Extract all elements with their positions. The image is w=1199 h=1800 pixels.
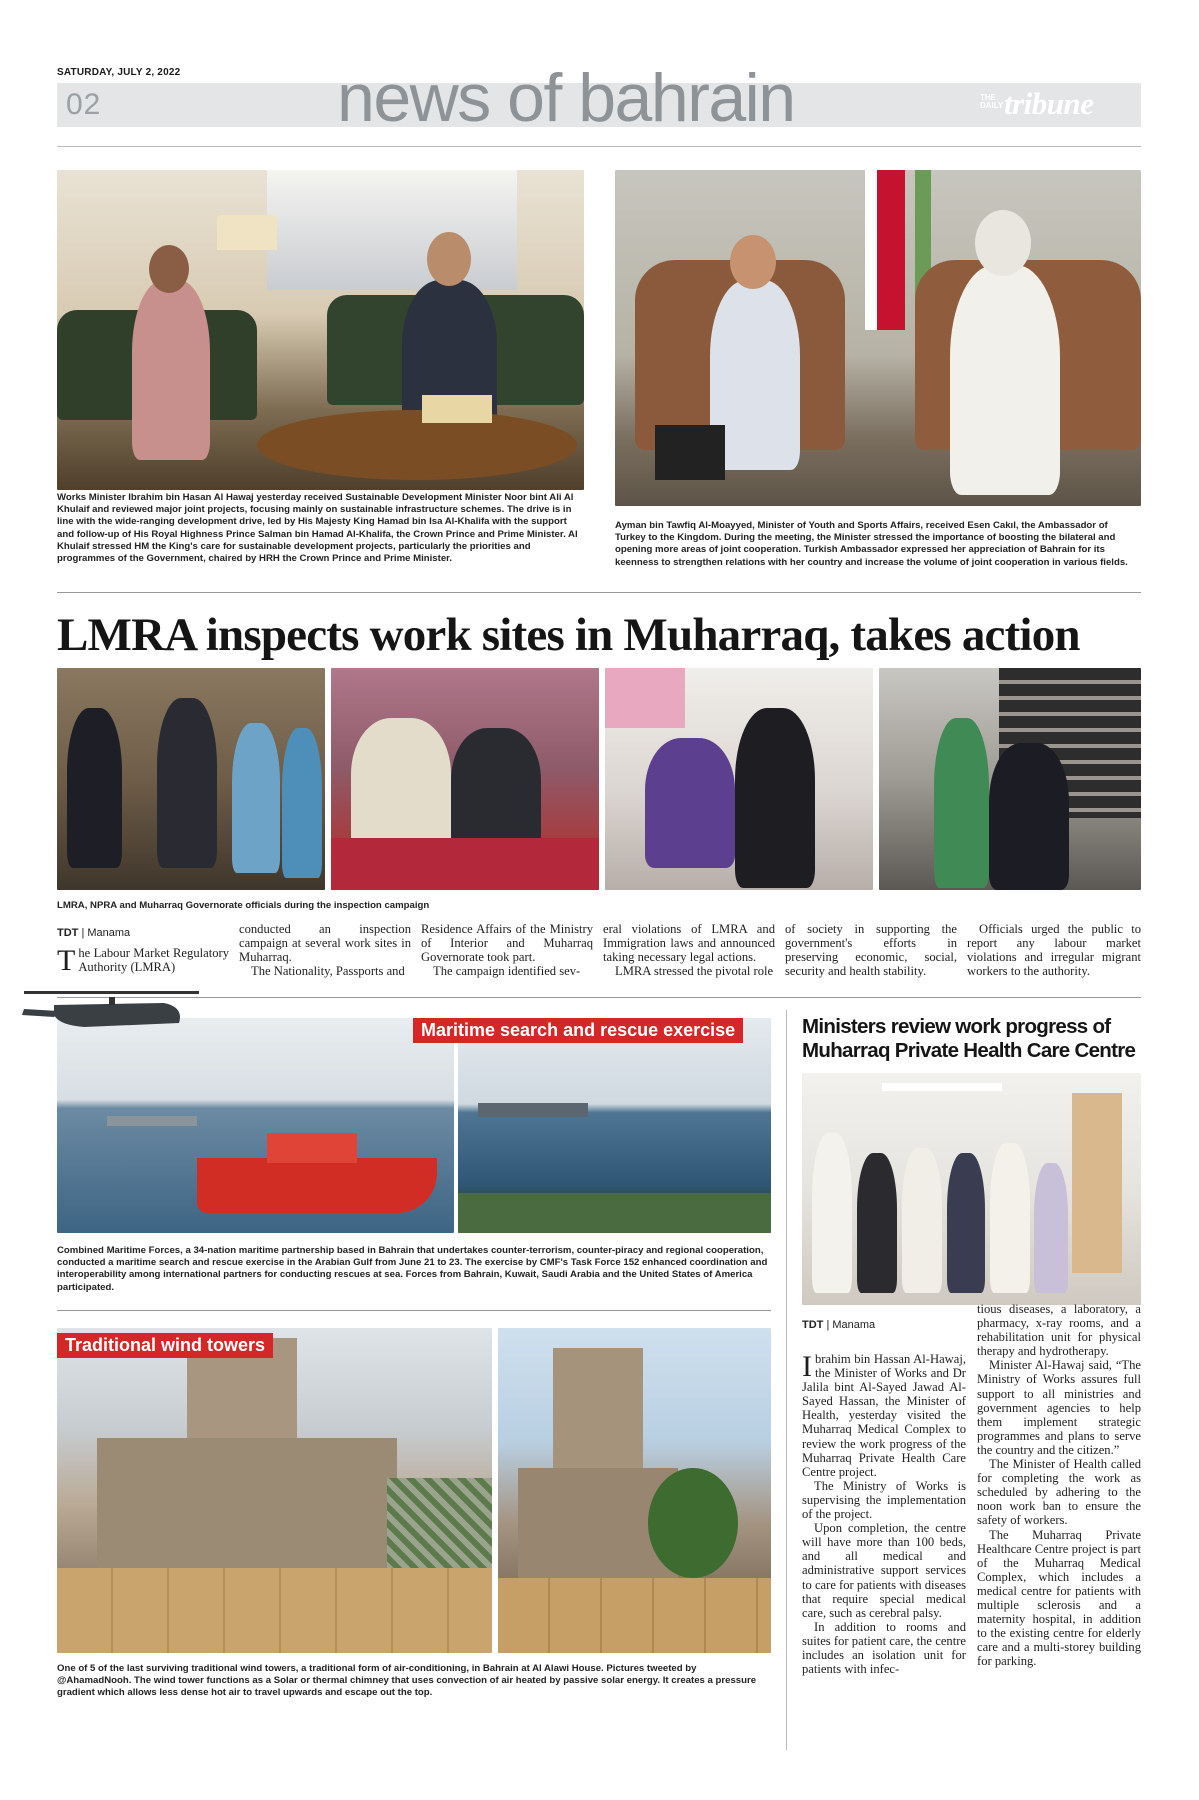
lmra-col-4-text-1: eral violations of LMRA and Immigration laws and announced taking necessary legal actions. xyxy=(603,922,775,965)
health-col-2 xyxy=(977,1302,1141,1668)
health-headline-line-2: Muharraq Private Health Care Centre xyxy=(802,1039,1136,1062)
navy-ship-distant xyxy=(107,1116,197,1126)
wind-tower-photo-1 xyxy=(57,1328,492,1653)
lmra-col-2 xyxy=(239,922,411,978)
tower-2 xyxy=(553,1348,643,1478)
ambassador-guest-head xyxy=(730,235,776,289)
lmra-col-1 xyxy=(57,926,229,978)
health-photo xyxy=(802,1073,1141,1305)
health-col-1-p4: In addition to rooms and suites for patient care, the centre includes an isolation unit for patients with infec- xyxy=(802,1619,966,1677)
lmra-photo-2 xyxy=(331,668,599,890)
tree xyxy=(648,1468,738,1578)
lmra-col-3-text-1: Residence Affairs of the Ministry of Interior and Muharraq Governorate took part. xyxy=(421,922,593,965)
lmra-col-3-text-2: The campaign identified sev- xyxy=(433,964,581,979)
health-headline xyxy=(802,1015,1141,1063)
helicopter-icon xyxy=(14,985,204,1040)
health-col-1 xyxy=(802,1352,966,1676)
section-title: news of bahrain xyxy=(337,60,795,136)
caption-youth-minister: Ayman bin Tawfiq Al-Moayyed, Minister of Youth and Sports Affairs, received Esen Cakıl, the Ambassador of Turkey to the Kingdom. During the meeting, the Minister stressed the importance of boosting the bilateral and opening more areas of joint cooperation. Turkish Ambassador expressed her appreciation of Bahrain for its keenness to strengthen relations with her country and increase the volume of joint cooperation in various fields. xyxy=(615,520,1128,568)
official-5 xyxy=(990,1143,1030,1293)
minister-host-head xyxy=(427,232,471,286)
lmra-col-1-text: he Labour Market Regulatory Authority (LMRA) xyxy=(78,946,229,975)
health-headline-line-1: Ministers review work progress of xyxy=(802,1015,1111,1038)
shelves-pink xyxy=(605,668,685,728)
wind-tower-photo-2 xyxy=(498,1328,771,1653)
building-1 xyxy=(97,1438,397,1568)
helicopter-tail xyxy=(22,1009,59,1017)
lmra-col-5 xyxy=(785,922,957,978)
rotor-mast xyxy=(109,997,115,1005)
customer-green xyxy=(934,718,989,888)
divider-1 xyxy=(57,592,1141,593)
official-4 xyxy=(947,1153,985,1293)
woman-guest-head xyxy=(149,245,189,293)
health-col-1-p1: brahim bin Hassan Al-Hawaj, the Minister of Works and Dr Jalila bint Al-Sayed Jawad Al-Sayed Hassan, the Minister of Health, yesterday visited the Muharraq Medical Complex to review the work progress of the Muharraq Private Health Care Centre project. xyxy=(802,1352,966,1479)
handbag xyxy=(655,425,725,480)
rescue-boat xyxy=(197,1158,437,1213)
health-byline-source: TDT xyxy=(802,1319,824,1331)
lmra-headline: LMRA inspects work sites in Muharraq, takes action xyxy=(57,609,1080,661)
lmra-col-3 xyxy=(421,922,593,978)
caption-works-minister: Works Minister Ibrahim bin Hasan Al Hawaj yesterday received Sustainable Development Minister Noor bint Ali Al Khulaif and reviewed major joint projects, focusing mainly on sustainable infrastructure schemes. The drive is in line with the wide-ranging development drive, led by His Majesty King Hamad bin Isa Al-Khalifa with the support and follow-up of His Royal Highness Prince Salman bin Hamad Al-Khalifa, the Crown Prince and Prime Minister. Al Khulaif stressed HM the King's care for sustainable development projects, particularly the priorities and programmes of the Government, chaired by HRH the Crown Prince and Prime Minister. xyxy=(57,492,578,565)
lmra-col-5-text: of society in supporting the government's efforts in preserving economic, social, security and health stability. xyxy=(785,922,957,979)
brand-small: THE DAILY xyxy=(980,93,1004,110)
fabric-pile xyxy=(331,838,599,890)
health-col-2-p4: The Muharraq Private Healthcare Centre project is part of the Muharraq Medical Complex, which includes a medical centre for patients with multiple sclerosis and a maternity hospital, in addition to the existing centre for elderly care and a multi-storey building for parking. xyxy=(977,1527,1141,1669)
brand-logo: tribune xyxy=(1004,86,1094,121)
lmra-byline xyxy=(57,926,229,940)
official-6 xyxy=(1034,1163,1068,1293)
helicopter-body xyxy=(54,1003,180,1027)
divider-2 xyxy=(57,997,1141,998)
lmra-photo-1 xyxy=(57,668,325,890)
lmra-col-6-text: Officials urged the public to report any labour market violations and irregular migrant workers to the authority. xyxy=(967,922,1141,979)
divider-3 xyxy=(57,1310,771,1311)
health-col-2-p3: The Minister of Health called for completing the work as scheduled by adhering to the noon work ban to ensure the safety of workers. xyxy=(977,1457,1141,1528)
lmra-col-2-text-2: The Nationality, Passports and xyxy=(251,964,405,979)
lmra-col-6 xyxy=(967,922,1141,978)
ceiling-light xyxy=(882,1083,1002,1091)
worker-1 xyxy=(232,723,280,873)
health-col-2-p1: tious diseases, a laboratory, a pharmacy, x-ray rooms, and a rehabilitation unit for physical therapy and hydrotherapy. xyxy=(977,1302,1141,1359)
photo-works-minister-meeting xyxy=(57,170,584,490)
inspector-1 xyxy=(67,708,122,868)
coffee-table xyxy=(257,410,577,480)
rescue-boat-cabin xyxy=(267,1133,357,1163)
official-3 xyxy=(902,1148,942,1293)
vertical-divider xyxy=(786,1010,787,1750)
lmra-caption: LMRA, NPRA and Muharraq Governorate officials during the inspection campaign xyxy=(57,900,430,911)
maritime-label: Maritime search and rescue exercise xyxy=(413,1018,743,1043)
health-dropcap: I xyxy=(802,1350,812,1383)
shopkeeper xyxy=(351,718,451,858)
tissue-box xyxy=(422,395,492,423)
health-byline-place: | Manama xyxy=(826,1319,876,1331)
lmra-photo-3 xyxy=(605,668,873,890)
hoarding-1 xyxy=(57,1568,492,1653)
minister-ghutra xyxy=(975,210,1031,276)
lmra-byline-place: | Manama xyxy=(81,927,131,939)
lmra-col-4 xyxy=(603,922,775,978)
maritime-photo-secondary xyxy=(458,1018,771,1233)
lmra-col-4-text-2: LMRA stressed the pivotal role xyxy=(615,964,774,979)
worker-2 xyxy=(282,728,322,878)
navy-frigate xyxy=(478,1103,588,1117)
wind-towers-label: Traditional wind towers xyxy=(57,1333,273,1358)
health-byline xyxy=(802,1319,875,1331)
health-col-1-p2: The Ministry of Works is supervising the implementation of the project. xyxy=(802,1478,966,1522)
lamp-shade xyxy=(217,215,277,250)
health-col-1-p3: Upon completion, the centre will have more than 100 beds, and all medical and administrative support services to care for patients with diseases that require special medical care, such as cerebral palsy. xyxy=(802,1521,967,1620)
lmra-col-2-text-1: conducted an inspection campaign at several work sites in Muharraq. xyxy=(239,922,411,965)
maritime-photo-main xyxy=(57,1018,454,1233)
hoarding-2 xyxy=(498,1578,771,1653)
helipad-deck xyxy=(458,1193,771,1233)
inspector-back xyxy=(989,743,1069,890)
lmra-dropcap: T xyxy=(57,944,76,978)
rotor-blade xyxy=(24,991,199,994)
official-1 xyxy=(812,1133,852,1293)
maritime-caption: Combined Maritime Forces, a 34-nation maritime partnership based in Bahrain that undertakes counter-terrorism, counter-piracy and regional cooperation, conducted a maritime search and rescue exercise in the Arabian Gulf from June 21 to 23. The exercise by CMF's Task Force 152 enhanced coordination and interoperability among international partners for conducting rescues at sea. Forces from Bahrain, Kuwait, Saudi Arabia and the United States of America participated. xyxy=(57,1245,768,1293)
lmra-byline-source: TDT xyxy=(57,927,79,939)
worker-purple xyxy=(645,738,735,868)
header-rule xyxy=(57,146,1141,147)
minister-thobe xyxy=(950,265,1060,495)
woman-guest xyxy=(132,280,210,460)
wind-towers-caption: One of 5 of the last surviving traditional wind towers, a traditional form of air-conditioning, in Bahrain at Al Alawi House. Pictures tweeted by @AhamadNooh. The wind tower functions as a Solar or thermal chimney that uses convection of air heated by passive solar energy. It creates a pressure gradient which allows less dense hot air to travel upwards and escape out the top. xyxy=(57,1663,757,1699)
photo-youth-minister-meeting xyxy=(615,170,1141,506)
official-2 xyxy=(857,1153,897,1293)
inspector-vest xyxy=(735,708,815,888)
door-frame xyxy=(1072,1093,1122,1273)
lmra-photo-4 xyxy=(879,668,1141,890)
window-panel xyxy=(267,170,517,290)
issue-date: SATURDAY, JULY 2, 2022 xyxy=(57,67,181,78)
page-number: 02 xyxy=(66,88,102,121)
health-col-2-p2: Minister Al-Hawaj said, “The Ministry of Works assures full support to all ministries and government agencies to help them implement strategic programmes and plans to serve the country and the citizen.” xyxy=(977,1358,1141,1457)
scaffolding xyxy=(387,1478,492,1578)
inspector-2 xyxy=(157,698,217,868)
bahrain-flag xyxy=(865,170,905,330)
